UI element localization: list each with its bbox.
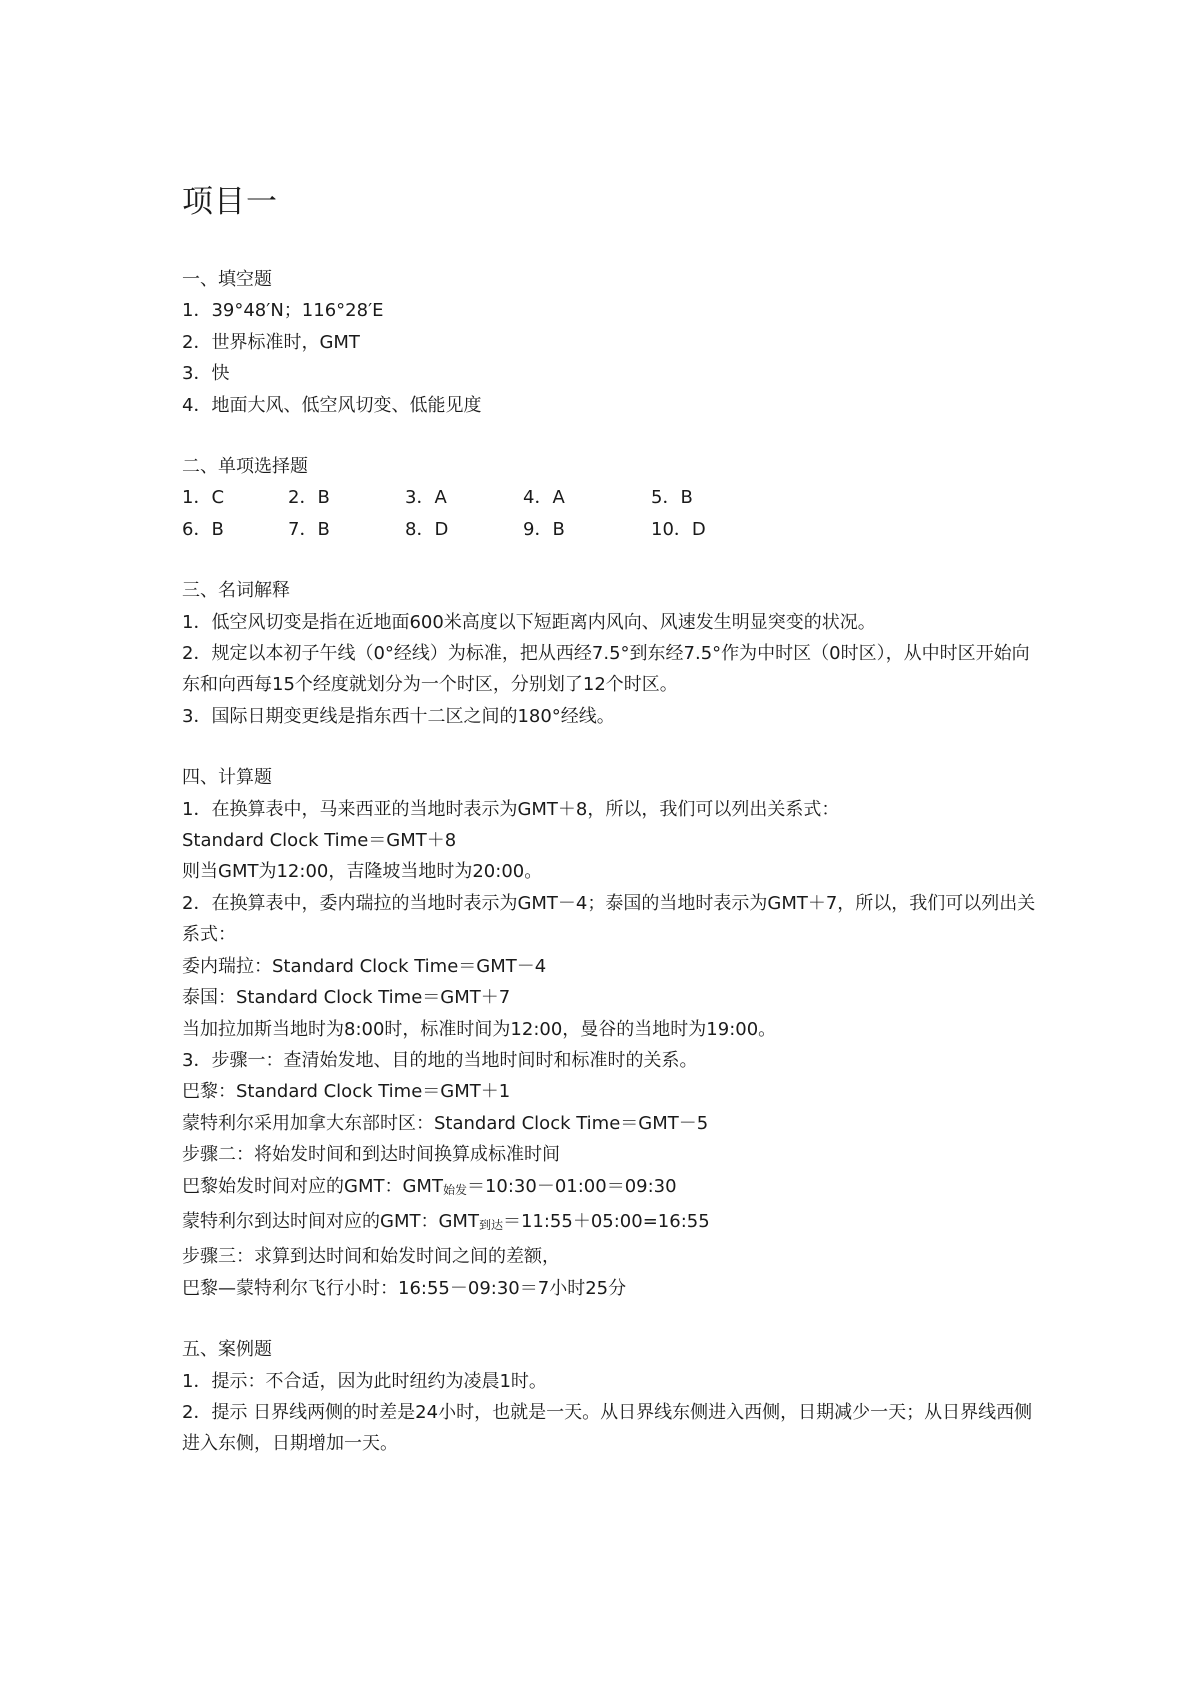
answer-line: 2．世界标准时，GMT xyxy=(182,331,360,353)
calc-line: 蒙特利尔采用加拿大东部时区：Standard Clock Time＝GMT－5 xyxy=(182,1112,709,1134)
calc-line: 步骤三：求算到达时间和始发时间之间的差额， xyxy=(182,1246,560,1268)
document-page xyxy=(182,180,1042,1490)
answer-line: 4．地面大风、低空风切变、低能见度 xyxy=(182,394,482,416)
page-title: 项目一 xyxy=(182,184,278,220)
calc-line: 泰国：Standard Clock Time＝GMT＋7 xyxy=(182,987,511,1009)
answer-paragraph: 1．提示：不合适，因为此时纽约为凌晨1时。 xyxy=(182,1370,547,1392)
calc-text: ＝11:55＋05:00=16:55 xyxy=(502,1210,710,1232)
calc-text: ＝10:30－01:00＝09:30 xyxy=(466,1175,677,1197)
choice-row xyxy=(182,482,1042,513)
section-heading: 四、计算题 xyxy=(182,767,272,789)
answer-line: 3．快 xyxy=(182,363,230,385)
answer-paragraph: 3．国际日期变更线是指东西十二区之间的180°经线。 xyxy=(182,705,615,727)
choice-answer: 8．D xyxy=(405,518,449,540)
calc-line: 巴黎—蒙特利尔飞行小时：16:55－09:30＝7小时25分 xyxy=(182,1277,627,1299)
choice-answer: 2．B xyxy=(288,487,330,509)
calc-line: Standard Clock Time＝GMT＋8 xyxy=(182,830,457,852)
subscript: 始发 xyxy=(442,1182,467,1197)
calc-line: 则当GMT为12:00，吉隆坡当地时为20:00。 xyxy=(182,861,543,883)
calc-line: 委内瑞拉：Standard Clock Time＝GMT－4 xyxy=(182,955,547,977)
calc-line: 当加拉加斯当地时为8:00时，标准时间为12:00，曼谷的当地时为19:00。 xyxy=(182,1018,777,1040)
answer-paragraph: 2．提示 日界线两侧的时差是24小时，也就是一天。从日界线东侧进入西侧，日期减少一天；从日界线西侧进入东侧，日期增加一天。 xyxy=(182,1401,1033,1455)
section-heading: 二、单项选择题 xyxy=(182,456,308,478)
section-heading: 三、名词解释 xyxy=(182,580,290,602)
section-heading: 五、案例题 xyxy=(182,1339,272,1361)
answer-line: 1．39°48′N；116°28′E xyxy=(182,300,384,322)
section-heading: 一、填空题 xyxy=(182,269,272,290)
answer-paragraph: 1．低空风切变是指在近地面600米高度以下短距离内风向、风速发生明显突变的状况。 xyxy=(182,611,876,633)
choice-answer: 3．A xyxy=(405,487,447,509)
choice-answer: 10．D xyxy=(651,518,706,540)
choice-answer: 6．B xyxy=(182,518,224,540)
calc-text: 巴黎始发时间对应的GMT：GMT xyxy=(182,1175,443,1197)
choice-answer: 5．B xyxy=(651,487,693,509)
calc-line: 3．步骤一：查清始发地、目的地的当地时间时和标准时的关系。 xyxy=(182,1049,698,1071)
choice-row xyxy=(182,514,1042,545)
calc-line: 1．在换算表中，马来西亚的当地时表示为GMT＋8，所以，我们可以列出关系式： xyxy=(182,798,840,820)
section-case-study xyxy=(182,1334,1042,1460)
calc-line xyxy=(182,1206,1042,1241)
calc-line: 巴黎：Standard Clock Time＝GMT＋1 xyxy=(182,1081,511,1103)
subscript: 到达 xyxy=(478,1217,503,1232)
calc-line xyxy=(182,1171,1042,1206)
choice-answer: 9．B xyxy=(523,518,565,540)
section-calculation xyxy=(182,762,1042,1304)
choice-answer: 4．A xyxy=(523,487,565,509)
answer-paragraph: 2．规定以本初子午线（0°经线）为标准，把从西经7.5°到东经7.5°作为中时区（0时区），从中时区开始向东和向西每15个经度就划分为一个时区，分别划了12个时区。 xyxy=(182,643,1030,696)
choice-answer: 1．C xyxy=(182,487,225,509)
choice-answer: 7．B xyxy=(288,518,330,540)
section-term-explanation xyxy=(182,575,1042,732)
calc-line: 2．在换算表中，委内瑞拉的当地时表示为GMT－4；泰国的当地时表示为GMT＋7，所以，我们可以列出关系式： xyxy=(182,892,1036,946)
calc-text: 蒙特利尔到达时间对应的GMT：GMT xyxy=(182,1210,479,1232)
calc-line: 步骤二：将始发时间和到达时间换算成标准时间 xyxy=(182,1144,560,1166)
section-single-choice xyxy=(182,451,1042,545)
section-fill-in-blank xyxy=(182,264,1042,421)
